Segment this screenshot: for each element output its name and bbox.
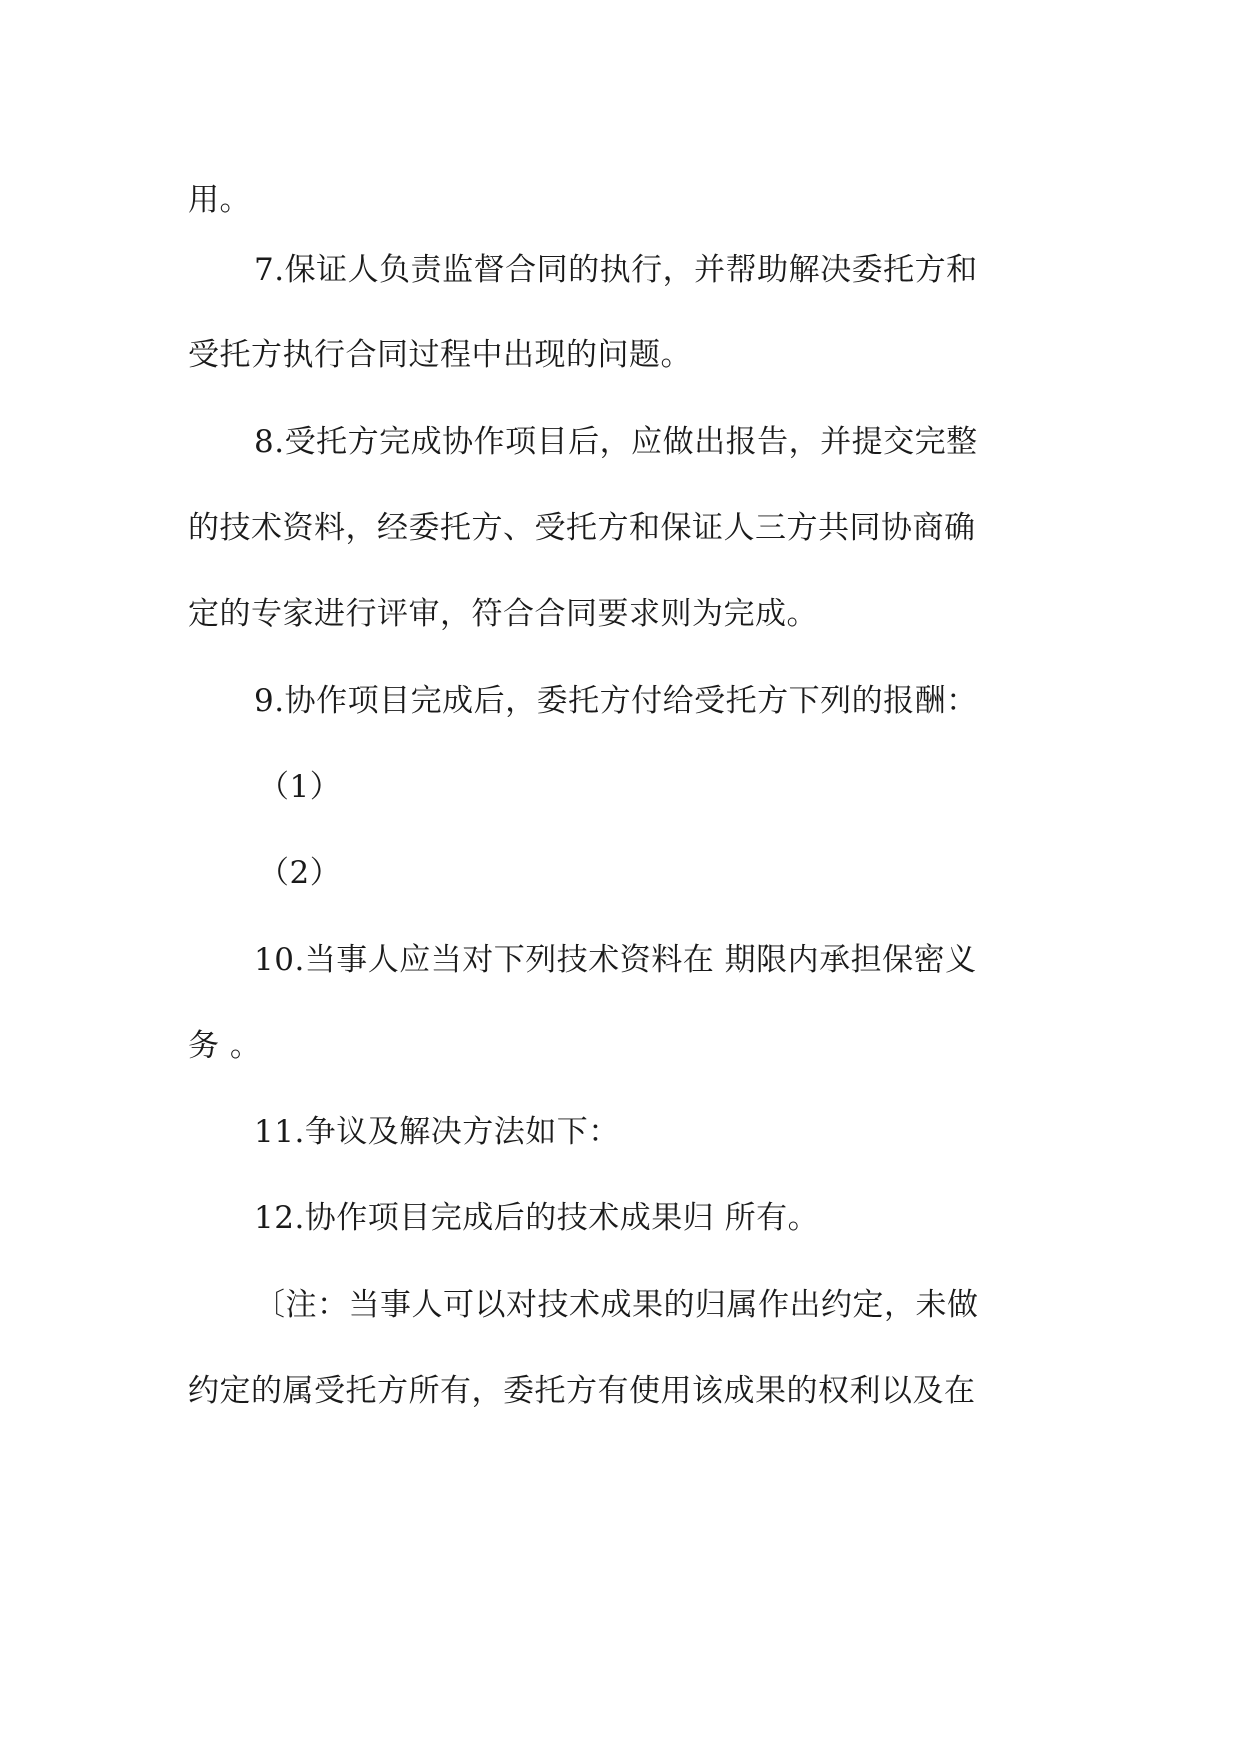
clause-8-line-3: 定的专家进行评审，符合合同要求则为完成。 [188, 596, 818, 632]
clause-9-item-1: （1） [258, 769, 342, 805]
clause-8-line-2: 的技术资料，经委托方、受托方和保证人三方共同协商确 [188, 510, 976, 546]
note-line-2: 约定的属受托方所有，委托方有使用该成果的权利以及在 [188, 1373, 976, 1409]
clause-12: 12.协作项目完成后的技术成果归 所有。 [254, 1200, 820, 1236]
clause-7-line-2: 受托方执行合同过程中出现的问题。 [188, 337, 692, 373]
clause-11: 11.争议及解决方法如下： [254, 1114, 620, 1150]
clause-8-line-1: 8.受托方完成协作项目后，应做出报告，并提交完整 [254, 424, 978, 460]
clause-9-line-1: 9.协作项目完成后，委托方付给受托方下列的报酬： [254, 683, 978, 719]
clause-10-line-2: 务 。 [188, 1028, 262, 1064]
clause-7-line-1: 7.保证人负责监督合同的执行，并帮助解决委托方和 [254, 252, 978, 288]
clause-9-item-2: （2） [258, 855, 342, 891]
clause-10-line-1: 10.当事人应当对下列技术资料在 期限内承担保密义 [254, 942, 977, 978]
note-line-1: 〔注：当事人可以对技术成果的归属作出约定，未做 [254, 1287, 979, 1323]
paragraph-6-end: 用。 [188, 182, 251, 218]
